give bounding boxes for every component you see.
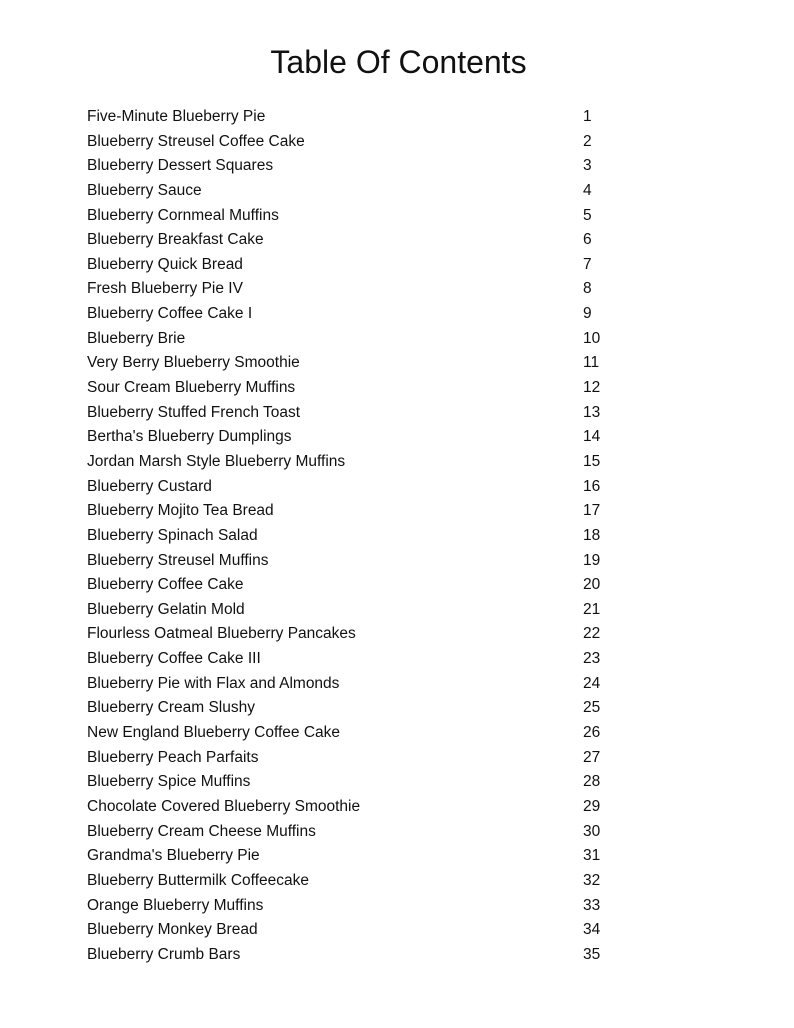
toc-entry-title: Blueberry Breakfast Cake — [87, 231, 264, 249]
toc-entry-title: Sour Cream Blueberry Muffins — [87, 379, 296, 397]
toc-entry — [87, 327, 647, 352]
toc-entry-page-number: 21 — [583, 600, 601, 618]
toc-entry — [87, 499, 647, 524]
toc-entry-title: Blueberry Custard — [87, 477, 212, 495]
toc-entry-page-number: 4 — [583, 181, 592, 199]
toc-entry-title: Blueberry Spice Muffins — [87, 773, 251, 791]
toc-entry — [87, 450, 647, 475]
toc-entry — [87, 376, 647, 401]
toc-entry-page-number: 14 — [583, 428, 601, 446]
toc-entry-page-number: 22 — [583, 625, 601, 643]
toc-entry-title: Chocolate Covered Blueberry Smoothie — [87, 797, 361, 815]
toc-entry-title: Fresh Blueberry Pie IV — [87, 280, 243, 298]
toc-entry-title: Blueberry Buttermilk Coffeecake — [87, 871, 309, 889]
toc-entry-title: Blueberry Peach Parfaits — [87, 748, 259, 766]
toc-entry — [87, 795, 647, 820]
toc-entry-title: Blueberry Cream Cheese Muffins — [87, 822, 316, 840]
toc-entry-page-number: 18 — [583, 526, 601, 544]
toc-entry — [87, 228, 647, 253]
toc-entry — [87, 130, 647, 155]
toc-entry-title: Blueberry Mojito Tea Bread — [87, 502, 274, 520]
toc-entry-page-number: 17 — [583, 502, 601, 520]
toc-entry-page-number: 35 — [583, 945, 601, 963]
toc-entry — [87, 894, 647, 919]
toc-entry-page-number: 13 — [583, 403, 601, 421]
toc-entry-title: Bertha's Blueberry Dumplings — [87, 428, 292, 446]
toc-entry-title: Flourless Oatmeal Blueberry Pancakes — [87, 625, 356, 643]
toc-entry-title: Grandma's Blueberry Pie — [87, 847, 260, 865]
toc-entry — [87, 918, 647, 943]
toc-entry-title: Blueberry Coffee Cake — [87, 576, 244, 594]
toc-entry-title: Blueberry Stuffed French Toast — [87, 403, 301, 421]
toc-entry — [87, 277, 647, 302]
toc-entry — [87, 549, 647, 574]
toc-entry-title: Jordan Marsh Style Blueberry Muffins — [87, 452, 346, 470]
toc-entry-title: Blueberry Brie — [87, 329, 186, 347]
toc-entry — [87, 253, 647, 278]
toc-entry-title: Blueberry Coffee Cake III — [87, 650, 261, 668]
toc-entry-page-number: 11 — [583, 354, 600, 372]
toc-entry — [87, 844, 647, 869]
toc-entry-title: New England Blueberry Coffee Cake — [87, 724, 341, 742]
toc-entry-page-number: 25 — [583, 699, 601, 717]
toc-entry-title: Blueberry Dessert Squares — [87, 157, 274, 175]
toc-entry-page-number: 2 — [583, 132, 592, 150]
toc-entry-title: Blueberry Quick Bread — [87, 255, 243, 273]
toc-entry — [87, 351, 647, 376]
toc-entry-page-number: 12 — [583, 379, 601, 397]
toc-entry-title: Blueberry Gelatin Mold — [87, 600, 245, 618]
toc-entry-page-number: 5 — [583, 206, 592, 224]
toc-entry-page-number: 34 — [583, 921, 601, 939]
toc-entry-title: Blueberry Streusel Muffins — [87, 551, 269, 569]
toc-entry — [87, 573, 647, 598]
toc-entry-page-number: 7 — [583, 255, 592, 273]
toc-entry — [87, 524, 647, 549]
toc-entry-title: Blueberry Spinach Salad — [87, 526, 258, 544]
toc-entry — [87, 647, 647, 672]
toc-entry-page-number: 6 — [583, 231, 592, 249]
toc-entry-title: Blueberry Cornmeal Muffins — [87, 206, 279, 224]
toc-entry-page-number: 23 — [583, 650, 601, 668]
toc-entry-page-number: 3 — [583, 157, 592, 175]
toc-entry — [87, 869, 647, 894]
toc-entry-title: Blueberry Sauce — [87, 181, 202, 199]
toc-entry — [87, 622, 647, 647]
toc-entry-title: Five-Minute Blueberry Pie — [87, 108, 266, 125]
toc-entry-page-number: 32 — [583, 871, 601, 889]
toc-entry-page-number: 15 — [583, 452, 601, 470]
toc-entry — [87, 943, 647, 968]
toc-entry-title: Blueberry Coffee Cake I — [87, 305, 253, 323]
toc-entry-title: Blueberry Pie with Flax and Almonds — [87, 674, 340, 692]
toc-entry-page-number: 33 — [583, 896, 601, 914]
page-title: Table Of Contents — [270, 44, 527, 80]
toc-entry — [87, 425, 647, 450]
toc-entry-title: Very Berry Blueberry Smoothie — [87, 354, 300, 372]
toc-entry-page-number: 28 — [583, 773, 601, 791]
toc-entry-title: Blueberry Monkey Bread — [87, 921, 258, 939]
toc-entry-page-number: 16 — [583, 477, 601, 495]
toc-entry — [87, 154, 647, 179]
toc-entry — [87, 696, 647, 721]
toc-entry — [87, 598, 647, 623]
toc-entry-page-number: 24 — [583, 674, 601, 692]
toc-entry — [87, 770, 647, 795]
table-of-contents-list — [87, 105, 647, 967]
toc-entry — [87, 475, 647, 500]
toc-entry — [87, 401, 647, 426]
toc-entry-page-number: 10 — [583, 329, 601, 347]
toc-entry — [87, 820, 647, 845]
toc-entry-page-number: 20 — [583, 576, 601, 594]
toc-entry — [87, 105, 647, 130]
toc-entry — [87, 721, 647, 746]
toc-entry — [87, 204, 647, 229]
toc-entry-page-number: 8 — [583, 280, 592, 298]
toc-entry-page-number: 19 — [583, 551, 601, 569]
toc-entry — [87, 672, 647, 697]
toc-entry-page-number: 30 — [583, 822, 601, 840]
toc-entry-title: Orange Blueberry Muffins — [87, 896, 264, 914]
toc-entry-title: Blueberry Streusel Coffee Cake — [87, 132, 305, 150]
toc-entry-title: Blueberry Cream Slushy — [87, 699, 255, 717]
toc-entry-page-number: 26 — [583, 724, 601, 742]
toc-entry — [87, 179, 647, 204]
toc-entry-page-number: 31 — [583, 847, 601, 865]
toc-entry-page-number: 9 — [583, 305, 592, 323]
toc-entry-page-number: 27 — [583, 748, 601, 766]
toc-entry — [87, 746, 647, 771]
toc-entry-page-number: 29 — [583, 797, 601, 815]
toc-entry-page-number: 1 — [583, 108, 592, 125]
toc-entry — [87, 302, 647, 327]
toc-entry-title: Blueberry Crumb Bars — [87, 945, 241, 963]
